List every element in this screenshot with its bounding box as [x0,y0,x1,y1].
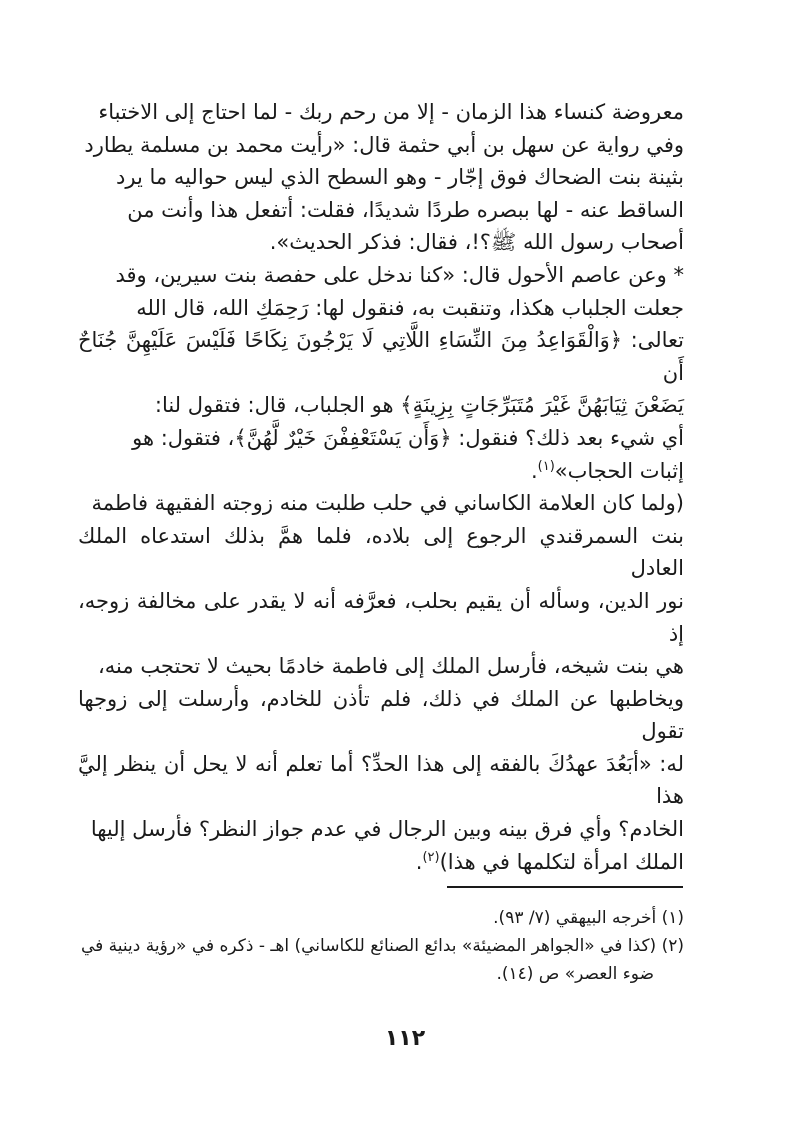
text-line: إثبات الحجاب» [554,458,684,483]
paragraph-tail: . [530,458,538,483]
footnotes [78,904,684,988]
text-line: تعالى: ﴿وَالْقَوَاعِدُ مِنَ النِّسَاءِ اللَّاتِي لَا يَرْجُونَ نِكَاحًا فَلَيْسَ عَلَيْهِنَّ جُنَاحٌ أَن [78,328,684,385]
text-line: معروضة كنساء هذا الزمان - إلا من رحم ربك - لما احتاج إلى الاختباء [98,100,684,124]
footnote-ref-1[interactable]: (١) [537,458,555,474]
page-number: ١١٢ [384,1026,426,1051]
text-line: يَضَعْنَ ثِيَابَهُنَّ غَيْرَ مُتَبَرِّجَاتٍ بِزِينَةٍ﴾ هو الجلباب، قال: فتقول لنا: [154,393,684,418]
footnote-ref-2[interactable]: (٢) [422,849,440,865]
main-text [78,96,684,878]
paragraph-2 [78,259,684,487]
text-line: جعلت الجلباب هكذا، وتنقبت به، فنقول لها: رَحِمَكِ الله، قال الله [136,295,684,320]
paragraph-3 [78,487,684,878]
text-line: بثينة بنت الضحاك فوق إجّار - وهو السطح الذي ليس حواليه ما يرد [116,165,684,190]
text-line: (ولما كان العلامة الكاساني في حلب طلبت منه زوجته الفقيهة فاطمة [91,491,684,516]
text-line: الساقط عنه - لها ببصره طردًا شديدًا، فقلت: أتفعل هذا وأنت من [127,197,684,222]
text-line: وفي رواية عن سهل بن أبي حثمة قال: «رأيت محمد بن مسلمة يطارد [84,132,684,157]
text-line: ويخاطبها عن الملك في ذلك، فلم تأذن للخادم، وأرسلت إلى زوجها تقول [78,686,684,744]
text-line: الملك امرأة لتكلمها في هذا) [439,849,684,874]
text-line: نور الدين، وسأله أن يقيم بحلب، فعرَّفه أنه لا يقدر على مخالفة زوجه، إذ [78,588,684,646]
text-line: له: «أبَعُدَ عهدُكَ بالفقه إلى هذا الحدِّ؟ أما تعلم أنه لا يحل أن ينظر إليَّ هذا [78,751,684,809]
footnote-1: (١) أخرجه البيهقي (٧/ ٩٣). [493,908,684,928]
text-line: هي بنت شيخه، فأرسل الملك إلى فاطمة خادمًا بحيث لا تحتجب منه، [98,654,684,679]
text-line: الخادم؟ وأي فرق بينه وبين الرجال في عدم جواز النظر؟ فأرسل إليها [90,817,684,842]
footnote-2-continuation: ضوء العصر» ص (١٤). [496,964,654,984]
text-line: أي شيء بعد ذلك؟ فنقول: ﴿وَأَن يَسْتَعْفِفْنَ خَيْرٌ لَّهُنَّ﴾، فتقول: هو [132,425,684,450]
text-line: * وعن عاصم الأحول قال: «كنا ندخل على حفصة بنت سيرين، وقد [115,262,684,287]
footnote-divider [447,886,683,888]
footnote-2: (٢) (كذا في «الجواهر المضيئة» بدائع الصنائع للكاساني) اهـ - ذكره في «رؤية دينية في [80,936,684,956]
paragraph-tail: . [415,849,423,874]
paragraph-1 [78,96,684,259]
text-line: أصحاب رسول الله ﷺ؟!، فقال: فذكر الحديث». [269,230,684,255]
text-line: بنت السمرقندي الرجوع إلى بلاده، فلما همَّ بذلك استدعاه الملك العادل [78,523,684,581]
